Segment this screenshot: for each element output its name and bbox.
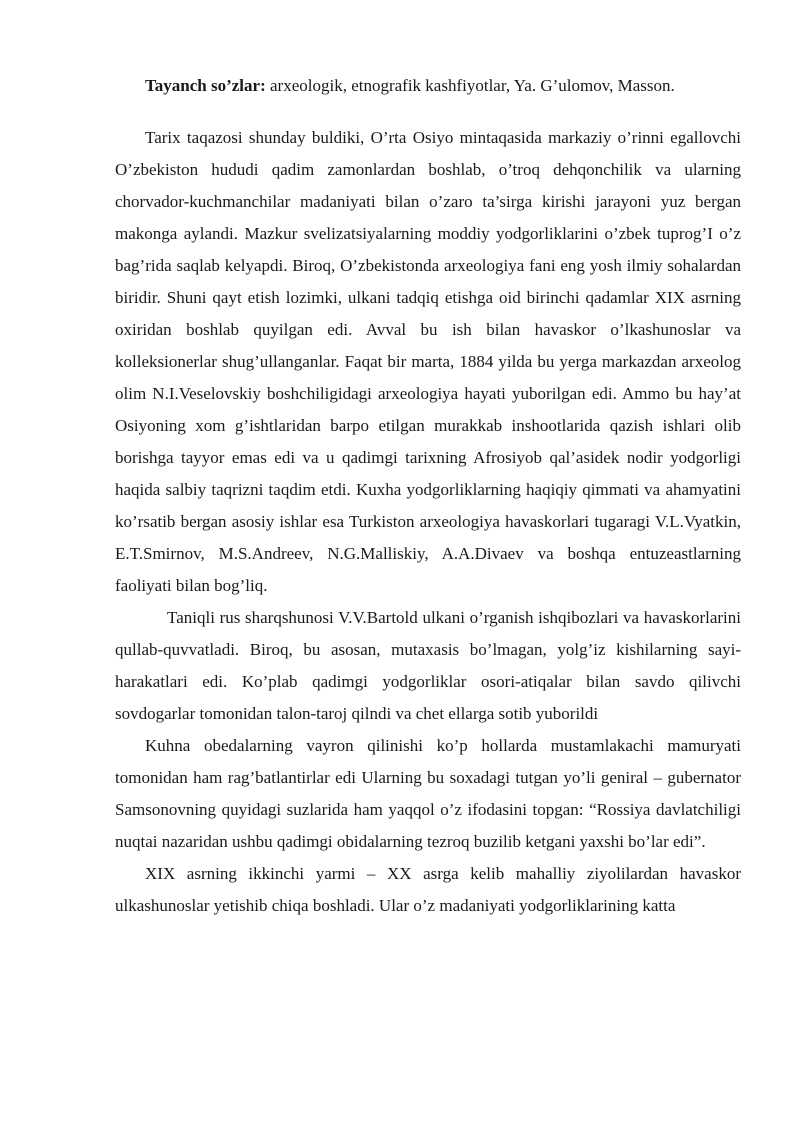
paragraph-local-scholars: XIX asrning ikkinchi yarmi – XX asrga kelib mahalliy ziyolilardan havaskor ulkashunoslar yetishib chiqa boshladi. Ular o’z madaniyati yodgorliklarining katta: [115, 864, 741, 915]
paragraph-intro: Tarix taqazosi shunday buldiki, O’rta Osiyo mintaqasida markaziy o’rinni egallovchi O’zbekiston hududi qadim zamonlardan boshlab, o’troq dehqonchilik va ularning chorvador-kuchmanchilar madaniyati bilan o’zaro ta’sirga kirishi jarayoni yuz bergan makonga aylandi. Mazkur svelizatsiyalarning moddiy yodgorliklarini o’zbek tuprog’I o’z bag’rida saqlab kelyapdi. Biroq, O’zbekistonda arxeologiya fani eng yosh ilmiy sohalardan biridir. Shuni qayt etish lozimki, ulkani tadqiq etishga oid birinchi qadamlar XIX asrning oxiridan boshlab quyilgan edi. Avval bu ish bilan havaskor o’lkashunoslar va kolleksionerlar shug’ullanganlar. Faqat bir marta, 1884 yilda bu yerga markazdan arxeolog olim N.I.Veselovskiy boshchiligidagi arxeologiya hayati yuborilgan edi. Ammo bu hay’at Osiyoning xom g’ishtlaridan barpo etilgan murakkab inshootlarida qazish ishlari olib borishga tayyor emas edi va u qadimgi tarixning Afrosiyob qal’asidek nodir yodgorligi haqida salbiy taqrizni taqdim etdi. Kuxha yodgorliklarning haqiqiy qimmati va ahamyatini ko’rsatib bergan asosiy ishlar esa Turkiston arxeologiya havaskorlari tugaragi V.L.Vyatkin, E.T.Smirnov, M.S.Andreev, N.G.Malliskiy, A.A.Divaev va boshqa entuzeastlarning faoliyati bilan bog’liq.: [115, 128, 741, 595]
paragraph-bartold: Taniqli rus sharqshunosi V.V.Bartold ulkani o’rganish ishqibozlari va havaskorlarini qullab-quvvatladi. Biroq, bu asosan, mutaxasis bo’lmagan, yolg’iz kishilarning sayi-harakatlari edi. Ko’plab qadimgi yodgorliklar osori-atiqalar bilan savdo qilivchi sovdogarlar tomonidan talon-taroj qilndi va chet ellarga sotib yuborildi: [115, 608, 741, 723]
keywords-text: arxeologik, etnografik kashfiyotlar, Ya. G’ulomov, Masson.: [265, 76, 675, 95]
paragraph-destruction: Kuhna obedalarning vayron qilinishi ko’p hollarda mustamlakachi mamuryati tomonidan ham rag’batlantirlar edi Ularning bu soxadagi tutgan yo’li geniral – gubernator Samsonovning quyidagi suzlarida ham yaqqol o’z ifodasini topgan: “Rossiya davlatchiligi nuqtai nazaridan ushbu qadimgi obidalarning tezroq buzilib ketgani yaxshi bo’lar edi”.: [115, 736, 741, 851]
keywords-line: [115, 70, 741, 102]
keywords-label: Tayanch so’zlar:: [145, 76, 266, 95]
document-page: [115, 70, 741, 922]
